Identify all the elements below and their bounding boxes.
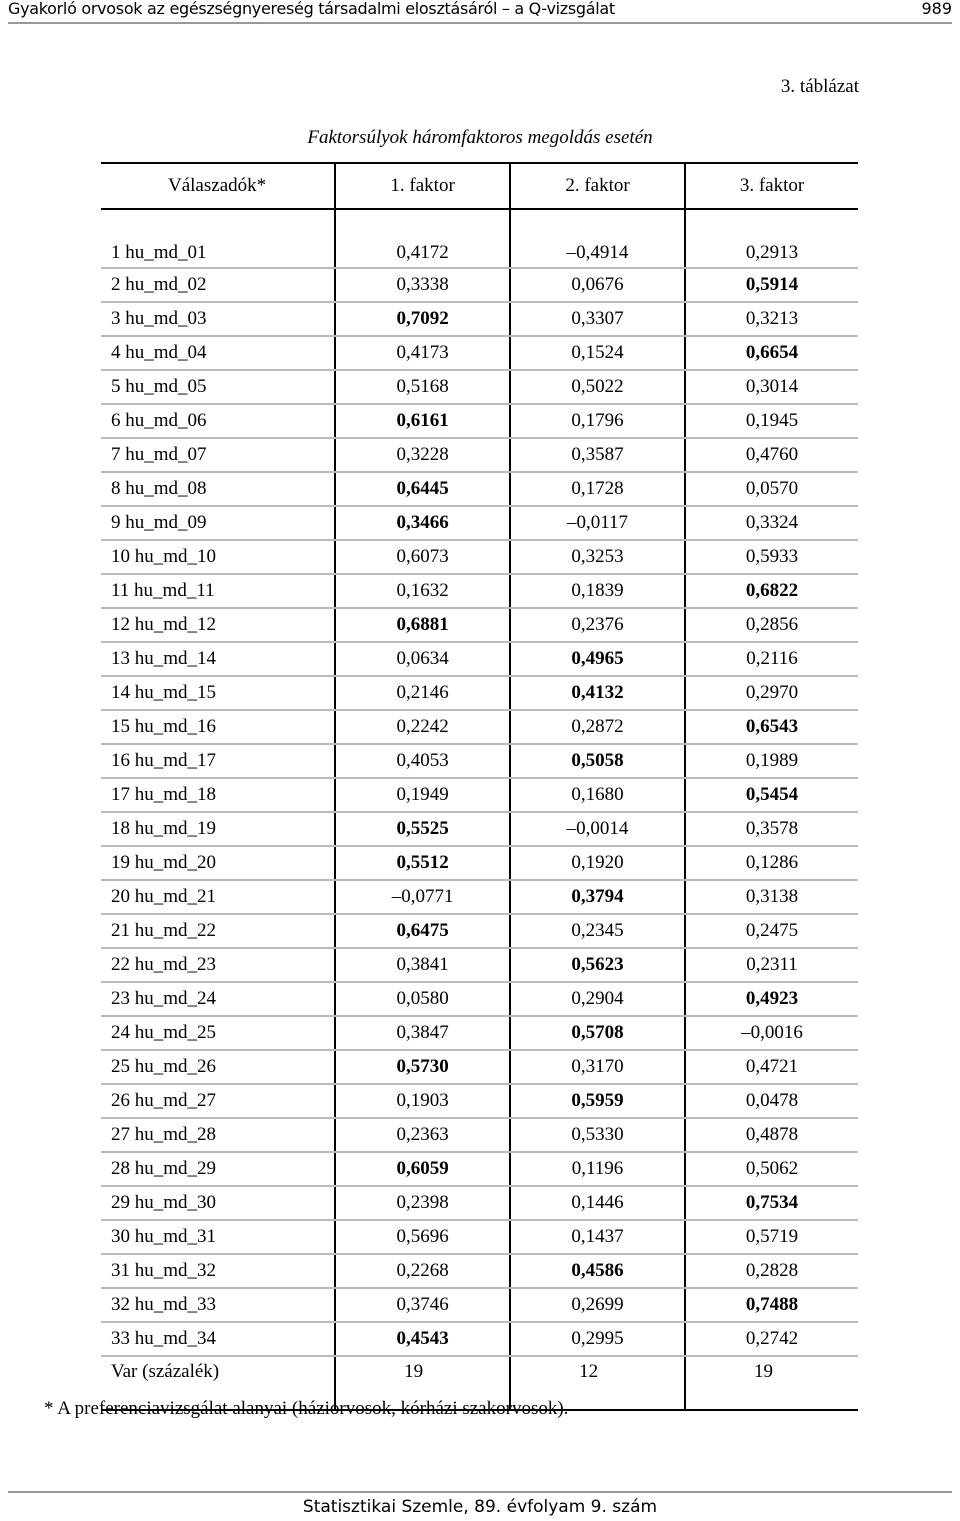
factor-2-cell [510, 1050, 685, 1084]
factor-loadings-table [101, 162, 858, 1411]
factor-2-cell [510, 1084, 685, 1118]
loading-value: 0,4172 [396, 242, 449, 263]
loading-value: 0,2872 [571, 716, 624, 737]
factor-2-cell [510, 1220, 685, 1254]
table-row [101, 438, 858, 472]
factor-3-cell [685, 1084, 858, 1118]
loading-value: –0,0117 [567, 512, 629, 533]
loading-value: 0,5933 [745, 546, 799, 567]
table-row [101, 209, 858, 268]
factor-1-cell [335, 574, 510, 608]
loading-value: 0,1437 [571, 1226, 624, 1247]
factor-3-cell [685, 506, 858, 540]
factor-1-cell [335, 302, 510, 336]
factor-2-cell [510, 948, 685, 982]
loading-value: 0,3338 [396, 274, 449, 295]
table-row [101, 1084, 858, 1118]
loading-value: 0,3307 [571, 308, 624, 329]
loading-value: 0,0676 [571, 274, 624, 295]
factor-1-cell [335, 710, 510, 744]
factor-3-cell [685, 302, 858, 336]
respondent-label: 33 hu_md_34 [101, 1322, 335, 1356]
running-footer: Statisztikai Szemle, 89. évfolyam 9. szám [8, 1491, 952, 1517]
factor-2-cell [510, 1254, 685, 1288]
factor-1-cell [335, 336, 510, 370]
factor-1-cell [335, 506, 510, 540]
factor-2-cell [510, 209, 685, 268]
column-header: 2. faktor [510, 163, 685, 209]
loading-value: 0,4965 [571, 648, 624, 669]
loading-value: 0,4878 [745, 1124, 799, 1145]
factor-3-cell [685, 404, 858, 438]
respondent-label: 12 hu_md_12 [101, 608, 335, 642]
factor-2-cell [510, 506, 685, 540]
factor-3-cell [685, 744, 858, 778]
loading-value: 0,4053 [396, 750, 449, 771]
table-row [101, 710, 858, 744]
loading-value: 0,2913 [745, 242, 799, 263]
table-row [101, 472, 858, 506]
loading-value: 0,7092 [396, 308, 449, 329]
loading-value: 0,2363 [396, 1124, 449, 1145]
loading-value: 0,3587 [571, 444, 624, 465]
respondent-label: 15 hu_md_16 [101, 710, 335, 744]
respondent-label: 25 hu_md_26 [101, 1050, 335, 1084]
variance-value: 12 [510, 1356, 685, 1410]
factor-3-cell [685, 982, 858, 1016]
loading-value: 0,3794 [571, 886, 624, 907]
factor-2-cell [510, 676, 685, 710]
table-row [101, 778, 858, 812]
loading-value: 0,1196 [571, 1158, 624, 1179]
factor-3-cell [685, 336, 858, 370]
factor-2-cell [510, 744, 685, 778]
respondent-label: 27 hu_md_28 [101, 1118, 335, 1152]
loading-value: 0,0478 [745, 1090, 799, 1111]
column-header: 3. faktor [685, 163, 858, 209]
factor-2-cell [510, 404, 685, 438]
table-row [101, 880, 858, 914]
factor-3-cell [685, 948, 858, 982]
factor-3-cell [685, 1322, 858, 1356]
loading-value: 0,4543 [396, 1328, 449, 1349]
loading-value: 0,5959 [571, 1090, 624, 1111]
factor-2-cell [510, 1322, 685, 1356]
running-title: Gyakorló orvosok az egészségnyereség társadalmi elosztásáról – a Q-vizsgálat [8, 0, 615, 18]
respondent-label: 10 hu_md_10 [101, 540, 335, 574]
loading-value: 0,4721 [745, 1056, 799, 1077]
table-row [101, 948, 858, 982]
respondent-label: 5 hu_md_05 [101, 370, 335, 404]
factor-1-cell [335, 1220, 510, 1254]
factor-3-cell [685, 880, 858, 914]
factor-2-cell [510, 1118, 685, 1152]
factor-1-cell [335, 812, 510, 846]
factor-1-cell [335, 1118, 510, 1152]
respondent-label: 19 hu_md_20 [101, 846, 335, 880]
loading-value: 0,7488 [745, 1294, 799, 1315]
factor-2-cell [510, 914, 685, 948]
factor-2-cell [510, 1016, 685, 1050]
respondent-label: 31 hu_md_32 [101, 1254, 335, 1288]
loading-value: –0,0014 [566, 818, 629, 839]
factor-2-cell [510, 268, 685, 302]
factor-1-cell [335, 778, 510, 812]
table-row [101, 268, 858, 302]
table-row [101, 1118, 858, 1152]
factor-3-cell [685, 778, 858, 812]
loading-value: 0,2699 [571, 1294, 624, 1315]
factor-1-cell [335, 404, 510, 438]
table-row [101, 302, 858, 336]
loading-value: 0,5623 [571, 954, 624, 975]
table-row [101, 540, 858, 574]
factor-2-cell [510, 472, 685, 506]
respondent-label: 29 hu_md_30 [101, 1186, 335, 1220]
table-row [101, 676, 858, 710]
variance-label: Var (százalék) [101, 1356, 335, 1410]
factor-1-cell [335, 540, 510, 574]
loading-value: 0,4586 [571, 1260, 624, 1281]
factor-1-cell [335, 1016, 510, 1050]
loading-value: 0,4132 [571, 682, 624, 703]
loading-value: 0,3170 [571, 1056, 624, 1077]
table-row [101, 1186, 858, 1220]
table-row [101, 914, 858, 948]
factor-3-cell [685, 642, 858, 676]
table-header-row [101, 163, 858, 209]
table-row [101, 812, 858, 846]
loading-value: 0,1524 [571, 342, 624, 363]
respondent-label: 11 hu_md_11 [101, 574, 335, 608]
loading-value: 0,5330 [571, 1124, 624, 1145]
loading-value: 0,6161 [396, 410, 449, 431]
loading-value: 0,5512 [396, 852, 449, 873]
loading-value: 0,1446 [571, 1192, 624, 1213]
loading-value: 0,5058 [571, 750, 624, 771]
factor-1-cell [335, 370, 510, 404]
table-row [101, 642, 858, 676]
factor-2-cell [510, 608, 685, 642]
table-row [101, 1322, 858, 1356]
respondent-label: 16 hu_md_17 [101, 744, 335, 778]
factor-2-cell [510, 438, 685, 472]
factor-2-cell [510, 540, 685, 574]
factor-1-cell [335, 1254, 510, 1288]
loading-value: 0,1632 [396, 580, 449, 601]
factor-3-cell [685, 268, 858, 302]
respondent-label: 3 hu_md_03 [101, 302, 335, 336]
table-row [101, 608, 858, 642]
loading-value: 0,3253 [571, 546, 624, 567]
loading-value: 0,3466 [396, 512, 449, 533]
loading-value: 0,6475 [396, 920, 449, 941]
loading-value: 0,5168 [396, 376, 449, 397]
loading-value: 0,5730 [396, 1056, 449, 1077]
factor-3-cell [685, 710, 858, 744]
loading-value: 0,2475 [745, 920, 799, 941]
factor-2-cell [510, 574, 685, 608]
loading-value: 0,3578 [745, 818, 799, 839]
table-row [101, 1254, 858, 1288]
respondent-label: 30 hu_md_31 [101, 1220, 335, 1254]
factor-3-cell [685, 472, 858, 506]
loading-value: 0,2970 [745, 682, 799, 703]
variance-value: 19 [335, 1356, 510, 1410]
factor-3-cell [685, 540, 858, 574]
loading-value: 0,1728 [571, 478, 624, 499]
factor-3-cell [685, 846, 858, 880]
column-header: Válaszadók* [101, 163, 335, 209]
loading-value: 0,3014 [745, 376, 799, 397]
loading-value: 0,5062 [745, 1158, 799, 1179]
factor-1-cell [335, 982, 510, 1016]
factor-2-cell [510, 1288, 685, 1322]
factor-3-cell [685, 1050, 858, 1084]
loading-value: –0,4914 [566, 242, 629, 263]
factor-3-cell [685, 1288, 858, 1322]
loading-value: –0,0771 [391, 886, 454, 907]
loading-value: 0,6059 [396, 1158, 449, 1179]
loading-value: 0,1680 [571, 784, 624, 805]
respondent-label: 13 hu_md_14 [101, 642, 335, 676]
loading-value: 0,6543 [745, 716, 799, 737]
loading-value: 0,2904 [571, 988, 624, 1009]
factor-2-cell [510, 778, 685, 812]
factor-3-cell [685, 574, 858, 608]
factor-3-cell [685, 608, 858, 642]
factor-3-cell [685, 1186, 858, 1220]
factor-2-cell [510, 982, 685, 1016]
table-row [101, 506, 858, 540]
factor-2-cell [510, 710, 685, 744]
loading-value: 0,1286 [745, 852, 799, 873]
factor-2-cell [510, 812, 685, 846]
loading-value: 0,5719 [745, 1226, 799, 1247]
loading-value: 0,4760 [745, 444, 799, 465]
factor-1-cell [335, 1084, 510, 1118]
footnote: * A preferenciavizsgálat alanyai (háziorvosok, kórházi szakorvosok). [44, 1398, 569, 1419]
loading-value: 0,2345 [571, 920, 624, 941]
loading-value: 0,5708 [571, 1022, 624, 1043]
factor-2-cell [510, 1186, 685, 1220]
table-row [101, 1288, 858, 1322]
factor-1-cell [335, 1186, 510, 1220]
respondent-label: 24 hu_md_25 [101, 1016, 335, 1050]
factor-1-cell [335, 268, 510, 302]
running-header [8, 0, 952, 24]
respondent-label: 32 hu_md_33 [101, 1288, 335, 1322]
respondent-label: 8 hu_md_08 [101, 472, 335, 506]
loading-value: 0,1796 [571, 410, 624, 431]
table-row [101, 1220, 858, 1254]
loading-value: 0,2311 [746, 954, 798, 975]
loading-value: 0,3746 [396, 1294, 449, 1315]
factor-3-cell [685, 1118, 858, 1152]
factor-3-cell [685, 1016, 858, 1050]
loading-value: 0,4173 [396, 342, 449, 363]
respondent-label: 21 hu_md_22 [101, 914, 335, 948]
factor-1-cell [335, 846, 510, 880]
loading-value: 0,2116 [746, 648, 798, 669]
loading-value: 0,2828 [745, 1260, 799, 1281]
loading-value: 0,1945 [745, 410, 799, 431]
loading-value: –0,0016 [741, 1022, 803, 1043]
loading-value: 0,1903 [396, 1090, 449, 1111]
respondent-label: 1 hu_md_01 [101, 209, 335, 268]
respondent-label: 4 hu_md_04 [101, 336, 335, 370]
table-row [101, 574, 858, 608]
loading-value: 0,0570 [745, 478, 799, 499]
factor-1-cell [335, 472, 510, 506]
respondent-label: 9 hu_md_09 [101, 506, 335, 540]
loading-value: 0,1839 [571, 580, 624, 601]
loading-value: 0,6881 [396, 614, 449, 635]
factor-1-cell [335, 608, 510, 642]
respondent-label: 28 hu_md_29 [101, 1152, 335, 1186]
factor-3-cell [685, 1254, 858, 1288]
loading-value: 0,5022 [571, 376, 624, 397]
factor-1-cell [335, 1050, 510, 1084]
factor-2-cell [510, 880, 685, 914]
factor-3-cell [685, 1152, 858, 1186]
table-row [101, 370, 858, 404]
factor-1-cell [335, 1288, 510, 1322]
respondent-label: 14 hu_md_15 [101, 676, 335, 710]
table-row [101, 982, 858, 1016]
loading-value: 0,5454 [745, 784, 799, 805]
loading-value: 0,2856 [745, 614, 799, 635]
respondent-label: 22 hu_md_23 [101, 948, 335, 982]
loading-value: 0,6654 [745, 342, 799, 363]
table-row [101, 1152, 858, 1186]
loading-value: 0,4923 [745, 988, 799, 1009]
loading-value: 0,2146 [396, 682, 449, 703]
loading-value: 0,3138 [745, 886, 799, 907]
table-row [101, 336, 858, 370]
factor-1-cell [335, 744, 510, 778]
variance-value: 19 [685, 1356, 858, 1410]
loading-value: 0,3213 [745, 308, 799, 329]
table-row [101, 404, 858, 438]
factor-2-cell [510, 1152, 685, 1186]
respondent-label: 18 hu_md_19 [101, 812, 335, 846]
loading-value: 0,7534 [745, 1192, 799, 1213]
factor-1-cell [335, 1152, 510, 1186]
factor-1-cell [335, 880, 510, 914]
respondent-label: 7 hu_md_07 [101, 438, 335, 472]
loading-value: 0,1989 [745, 750, 799, 771]
loading-value: 0,3228 [396, 444, 449, 465]
table-title: Faktorsúlyok háromfaktoros megoldás esetén [307, 127, 653, 148]
factor-2-cell [510, 302, 685, 336]
respondent-label: 2 hu_md_02 [101, 268, 335, 302]
table-row [101, 1016, 858, 1050]
loading-value: 0,0634 [396, 648, 449, 669]
loading-value: 0,0580 [396, 988, 449, 1009]
loading-value: 0,2995 [571, 1328, 624, 1349]
loading-value: 0,3841 [396, 954, 449, 975]
loading-value: 0,1949 [396, 784, 449, 805]
factor-3-cell [685, 438, 858, 472]
factor-1-cell [335, 914, 510, 948]
loading-value: 0,1920 [571, 852, 624, 873]
factor-1-cell [335, 948, 510, 982]
table-row [101, 1050, 858, 1084]
loading-value: 0,2398 [396, 1192, 449, 1213]
factor-3-cell [685, 209, 858, 268]
factor-1-cell [335, 438, 510, 472]
factor-1-cell [335, 1322, 510, 1356]
loading-value: 0,2742 [745, 1328, 799, 1349]
factor-3-cell [685, 914, 858, 948]
loading-value: 0,2376 [571, 614, 624, 635]
factor-3-cell [685, 1220, 858, 1254]
loading-value: 0,5914 [745, 274, 799, 295]
loading-value: 0,6445 [396, 478, 449, 499]
loading-value: 0,3847 [396, 1022, 449, 1043]
respondent-label: 26 hu_md_27 [101, 1084, 335, 1118]
loading-value: 0,6822 [745, 580, 799, 601]
table-row [101, 744, 858, 778]
factor-2-cell [510, 846, 685, 880]
loading-value: 0,5525 [396, 818, 449, 839]
factor-2-cell [510, 642, 685, 676]
page-number: 989 [921, 0, 952, 18]
respondent-label: 23 hu_md_24 [101, 982, 335, 1016]
loading-value: 0,6073 [396, 546, 449, 567]
factor-1-cell [335, 676, 510, 710]
factor-3-cell [685, 676, 858, 710]
table-row [101, 846, 858, 880]
respondent-label: 17 hu_md_18 [101, 778, 335, 812]
respondent-label: 20 hu_md_21 [101, 880, 335, 914]
loading-value: 0,3324 [745, 512, 799, 533]
factor-2-cell [510, 370, 685, 404]
factor-1-cell [335, 642, 510, 676]
column-header: 1. faktor [335, 163, 510, 209]
table-number: 3. táblázat [780, 76, 859, 97]
loading-value: 0,2268 [396, 1260, 449, 1281]
loading-value: 0,5696 [396, 1226, 449, 1247]
respondent-label: 6 hu_md_06 [101, 404, 335, 438]
factor-1-cell [335, 209, 510, 268]
loading-value: 0,2242 [396, 716, 449, 737]
factor-2-cell [510, 336, 685, 370]
factor-3-cell [685, 370, 858, 404]
factor-3-cell [685, 812, 858, 846]
